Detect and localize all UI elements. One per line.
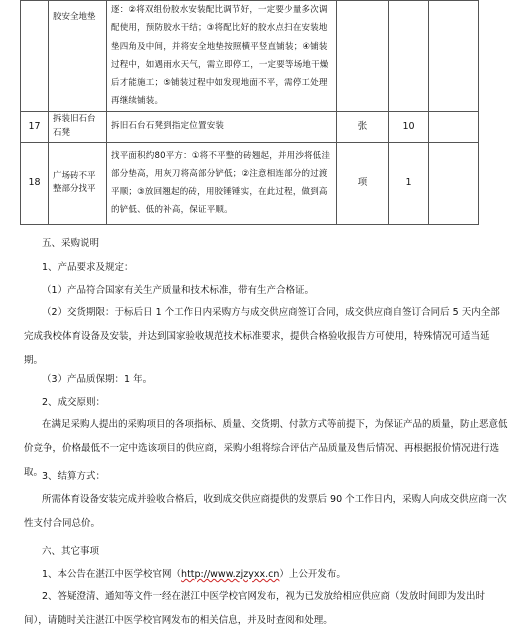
item-quantity: 1 (389, 142, 429, 224)
item-remark (429, 142, 479, 224)
table-row (21, 142, 479, 224)
item-unit: 项 (337, 142, 389, 224)
item-name: 广场砖不平整部分找平 (49, 142, 107, 224)
website-link[interactable]: http://www.zjzyxx.cn (181, 569, 280, 580)
table-row (21, 1, 479, 112)
item-quantity (389, 1, 429, 112)
section-heading: 五、采购说明 (42, 238, 100, 249)
requirement-item: （1）产品符合国家有关生产质量和技术标准，带有生产合格证。 (42, 285, 315, 296)
subsection-heading: 2、成交原则： (42, 397, 106, 408)
item-quantity: 10 (389, 111, 429, 142)
item-unit: 张 (337, 111, 389, 142)
row-number: 18 (21, 142, 49, 224)
item-unit (337, 1, 389, 112)
item-name: 拆装旧石台石凳 (49, 111, 107, 142)
row-number (21, 1, 49, 112)
item-name: 胶安全地垫 (49, 1, 107, 112)
payment-text: 所需体育设备安装完成并验收合格后，收到成交供应商提供的发票后 90 个工作日内，采购人向成交供应商一次性支付合同总价。 (24, 494, 507, 529)
item-remark (429, 1, 479, 112)
note-text: ）上公开发布。 (279, 569, 346, 580)
item-description: 拆旧石台石凳到指定位置安装 (107, 111, 337, 142)
note-item (42, 568, 508, 582)
subsection-heading: 1、产品要求及规定： (42, 262, 134, 273)
note-text: 1、本公告在湛江中医学校官网（ (42, 569, 182, 580)
row-number: 17 (21, 111, 49, 142)
note-item: 2、答疑澄清、通知等文件一经在湛江中医学校官网发布，视为已发放给相应供应商（发放时间即为发出时间），请随时关注湛江中医学校官网发布的相关信息，并及时查阅和处理。 (24, 591, 486, 626)
requirements-table (20, 0, 479, 225)
requirement-item: （2）交货期限：于标后日 1 个工作日内采购方与成交供应商签订合同，成交供应商自签订合同后 5 天内全部完成我校体育设备及安装，并达到国家验收规范技术标准要求，提供合格验收报告方可使用，特殊情况可适当延期。 (24, 307, 500, 366)
item-description: 逐：②将双组份胶水安装配比调节好，一定要少量多次调配使用，预防胶水干结；③将配比好的胶水点扫在安装地垫四角及中间，并将安全地垫按照横平竖直铺装；④铺装过程中，如遇雨水天气，需立即停工，一定要等场地干燥后才能施工；⑤铺装过程中如发现地面不平，需停工处理再继续铺装。 (107, 1, 337, 112)
item-description: 找平面积约80平方：①将不平整的砖翘起，并用沙将低洼部分垫高，用灰刀将高部分铲低；②注意相连部分的过渡平顺；③放回翘起的砖，用胶锤锤实，在此过程，做到高的铲低、低的补高，保证平顺。 (107, 142, 337, 224)
table-row (21, 111, 479, 142)
principle-text: 在满足采购人提出的采购项目的各项指标、质量、交货期、付款方式等前提下，为保证产品的质量，防止恶意低价竞争，价格最低不一定中选该项目的供应商，采购小组将综合评估产品质量及售后情况、再根据报价情况进行选取。 (24, 419, 508, 478)
requirement-item: （3）产品质保期：1 年。 (42, 374, 153, 385)
section-heading: 六、其它事项 (42, 546, 100, 557)
subsection-heading: 3、结算方式： (42, 471, 106, 482)
item-remark (429, 111, 479, 142)
